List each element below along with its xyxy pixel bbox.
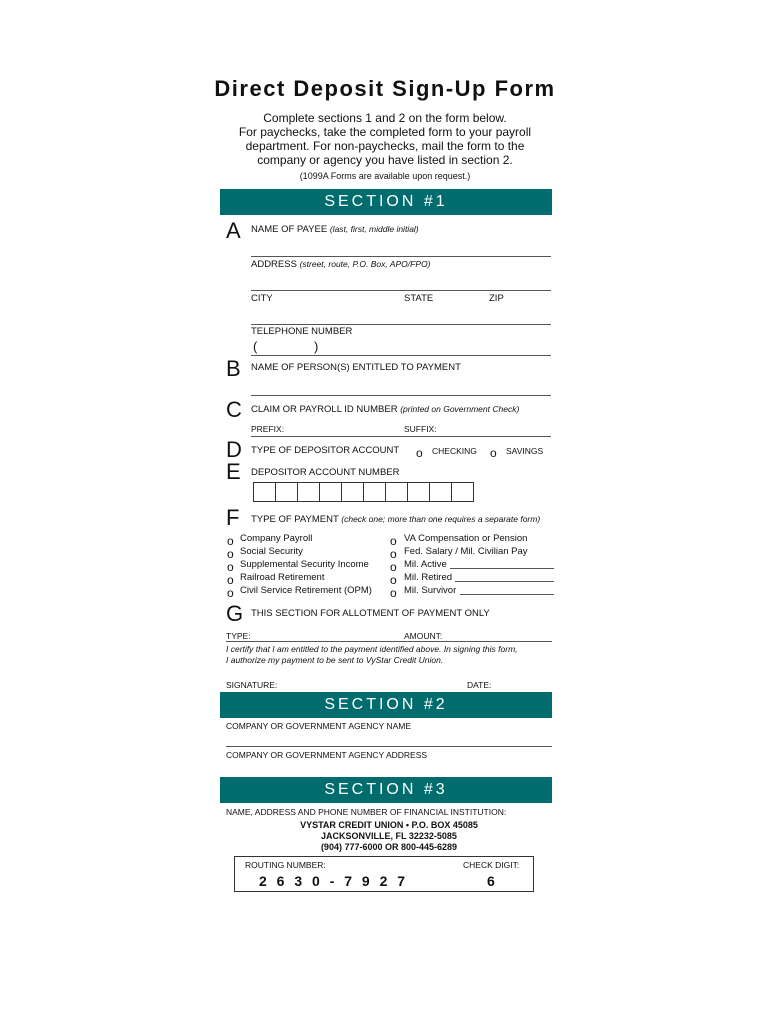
account-digit-box[interactable] [341,482,364,502]
zip-label: ZIP [489,293,504,304]
state-label: STATE [404,293,434,304]
account-number-label: DEPOSITOR ACCOUNT NUMBER [251,467,400,478]
date-label: DATE: [467,680,492,690]
address-text: ADDRESS [251,259,297,270]
intro-line-3: department. For non-paychecks, mail the form to the [245,139,525,153]
payee-name-hint: (last, first, middle initial) [329,224,419,234]
option-social-security: Social Security [240,546,303,557]
option-radio[interactable]: o [390,573,397,587]
payee-name-label [251,224,419,235]
letter-f: F [226,505,240,530]
signature-label: SIGNATURE: [226,680,278,690]
intro-line-1: Complete sections 1 and 2 on the form below. [263,111,507,125]
allotment-field[interactable] [226,641,552,642]
certify-line-1: I certify that I am entitled to the payment identified above. In signing this form, [226,644,518,654]
account-digit-box[interactable] [319,482,342,502]
option-mil-retired: Mil. Retired [404,572,453,583]
agency-address-label: COMPANY OR GOVERNMENT AGENCY ADDRESS [226,750,428,760]
claim-id-text: CLAIM OR PAYROLL ID NUMBER [251,404,398,415]
section-1-banner: SECTION #1 [220,189,552,215]
check-digit: 6 [487,873,495,889]
agency-name-field[interactable] [226,746,552,747]
entitled-persons-field[interactable] [251,395,551,396]
institution-line-2: JACKSONVILLE, FL 32232-5085 [321,831,457,841]
check-digit-label: CHECK DIGIT: [463,860,520,870]
option-mil-survivor: Mil. Survivor [404,585,457,596]
option-radio[interactable]: o [390,560,397,574]
mil-active-line[interactable] [450,568,554,569]
option-ssi: Supplemental Security Income [240,559,369,570]
account-digit-box[interactable] [429,482,452,502]
address-hint: (street, route, P.O. Box, APO/FPO) [299,259,431,269]
checking-label: CHECKING [432,446,477,456]
city-label: CITY [251,293,273,304]
address-field[interactable] [251,290,551,291]
claim-id-label [251,404,519,415]
savings-label: SAVINGS [506,446,544,456]
entitled-persons-label: NAME OF PERSON(S) ENTITLED TO PAYMENT [251,362,461,373]
option-radio[interactable]: o [390,534,397,548]
option-radio[interactable]: o [227,547,234,561]
intro-note: (1099A Forms are available upon request.) [299,171,471,181]
intro-line-2: For paychecks, take the completed form to your payroll [238,125,532,139]
amount-label: AMOUNT: [404,631,443,641]
account-digit-box[interactable] [451,482,474,502]
payment-type-text: TYPE OF PAYMENT [251,514,339,525]
payment-type-label [251,514,540,525]
allotment-label: THIS SECTION FOR ALLOTMENT OF PAYMENT ONLY [251,608,490,619]
address-label [251,259,430,270]
routing-number: 2 6 3 0 - 7 9 2 7 [259,873,406,889]
institution-line-3: (904) 777-6000 OR 800-445-6289 [320,842,458,852]
letter-d: D [226,437,242,462]
option-fed-salary: Fed. Salary / Mil. Civilian Pay [404,546,528,557]
claim-id-field[interactable] [251,436,551,437]
payment-type-hint: (check one; more than one requires a separate form) [341,514,541,524]
option-radio[interactable]: o [227,573,234,587]
option-company-payroll: Company Payroll [240,533,313,544]
mil-retired-line[interactable] [455,581,554,582]
institution-line-1: VYSTAR CREDIT UNION • P.O. BOX 45085 [300,820,478,830]
letter-b: B [226,356,241,381]
option-radio[interactable]: o [227,534,234,548]
telephone-label: TELEPHONE NUMBER [251,326,353,337]
option-va: VA Compensation or Pension [404,533,528,544]
phone-paren-open: ( [253,339,258,354]
account-digit-box[interactable] [407,482,430,502]
agency-name-label: COMPANY OR GOVERNMENT AGENCY NAME [226,721,411,731]
option-railroad: Railroad Retirement [240,572,325,583]
payee-name-text: NAME OF PAYEE [251,224,328,235]
institution-label: NAME, ADDRESS AND PHONE NUMBER OF FINANCIAL INSTITUTION: [226,807,507,817]
prefix-label: PREFIX: [251,424,285,434]
form-title: Direct Deposit Sign-Up Form [214,76,556,101]
option-civil-service: Civil Service Retirement (OPM) [240,585,372,596]
option-radio[interactable]: o [390,586,397,600]
city-state-zip-field[interactable] [251,324,551,325]
intro-line-4: company or agency you have listed in section 2. [257,153,513,167]
checking-radio[interactable]: o [416,446,423,460]
savings-radio[interactable]: o [490,446,497,460]
mil-survivor-line[interactable] [460,594,554,595]
account-digit-box[interactable] [363,482,386,502]
account-digit-box[interactable] [275,482,298,502]
claim-id-hint: (printed on Government Check) [400,404,520,414]
account-number-boxes[interactable] [253,482,473,502]
telephone-field[interactable] [251,355,551,356]
suffix-label: SUFFIX: [404,424,437,434]
letter-c: C [226,397,242,422]
type-label: TYPE: [226,631,251,641]
phone-paren-close: ) [314,339,319,354]
account-digit-box[interactable] [297,482,320,502]
routing-label: ROUTING NUMBER: [245,860,326,870]
payee-name-field[interactable] [251,256,551,257]
certify-line-2: I authorize my payment to be sent to VyStar Credit Union. [226,655,444,665]
option-radio[interactable]: o [227,560,234,574]
account-digit-box[interactable] [385,482,408,502]
routing-box [234,856,534,892]
account-digit-box[interactable] [253,482,276,502]
account-type-label: TYPE OF DEPOSITOR ACCOUNT [251,445,400,456]
section-3-banner: SECTION #3 [220,777,552,803]
option-radio[interactable]: o [227,586,234,600]
option-radio[interactable]: o [390,547,397,561]
letter-e: E [226,459,241,484]
letter-g: G [226,601,244,626]
option-mil-active: Mil. Active [404,559,447,570]
letter-a: A [226,218,241,243]
section-2-banner: SECTION #2 [220,692,552,718]
